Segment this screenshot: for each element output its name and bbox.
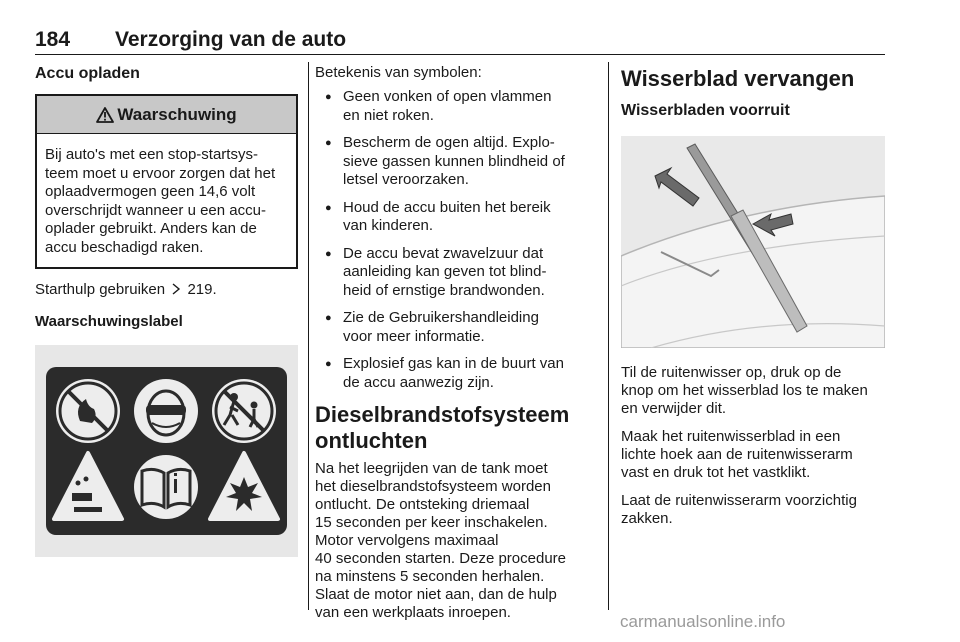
wiper-illustration [621,136,885,348]
warning-line: accu beschadigd raken. [45,238,204,256]
warning-line: oplaadvermogen geen 14,6 volt [45,183,256,200]
watermark: carmanualsonline.info [620,612,786,631]
list-item-line: ● Geen vonken of open vlammen [343,88,552,105]
warning-line: overschrijdt wanneer u een accu- [45,201,266,219]
list-item [315,309,597,346]
diesel-line: 40 seconden starten. Deze procedure [315,550,566,567]
list-item [315,245,597,301]
diesel-section-title [315,402,597,454]
warning-box [35,94,298,269]
diesel-title-line: ontluchten [315,428,428,453]
page-header [35,28,885,54]
warning-line: Bij auto's met een stop-startsys- [45,146,258,163]
diesel-line: Slaat de motor niet aan, dan de hulp [315,586,557,603]
eye-protection-icon [134,379,198,443]
diesel-line: ontlucht. De ontsteking driemaal [315,496,530,513]
wiper-line: Til de ruitenwisser op, druk op de [621,364,842,381]
list-item [315,199,597,236]
diesel-line: van een werkplaats inroepen. [315,604,511,621]
column-right [621,64,889,528]
diesel-line: het dieselbrandstofsysteem worden [315,478,551,495]
list-item-line: van kinderen. [343,217,434,234]
list-item-line: sieve gassen kunnen blindheid of [343,152,565,170]
list-item-line: heid of ernstige brandwonden. [343,281,545,299]
diesel-line: Motor vervolgens maximaal [315,532,499,549]
wiper-line: knop om het wisserblad los te maken [621,382,868,399]
warning-label-heading: Waarschuwingslabel [35,313,183,330]
warning-line: teem moet u ervoor zorgen dat het [45,164,276,182]
warning-triangle-icon [96,107,114,123]
list-item [315,88,597,125]
symbol-meaning-list [315,88,597,392]
list-item-line: ● Bescherm de ogen altijd. Explo- [343,134,555,151]
jumpstart-page-link[interactable]: 219. [187,281,217,298]
list-item-line: ● De accu bevat zwavelzuur dat [343,244,544,262]
list-item-line: ● Zie de Gebruikershandleiding [343,309,539,326]
jumpstart-text: Starthulp gebruiken [35,281,166,298]
wiper-line: lichte hoek aan de ruitenwisserarm [621,446,853,463]
list-item [315,355,597,392]
warning-body [37,134,296,267]
page-title: Verzorging van de auto [115,28,347,51]
list-item-line: voor meer informatie. [343,327,485,345]
list-item-line: de accu aanwezig zijn. [343,373,494,391]
wiper-section-title: Wisserblad vervangen [621,66,855,91]
wiper-line: vast en druk tot het vastklikt. [621,464,811,481]
warning-line: oplader gebruikt. Anders kan de [45,220,257,237]
list-item-line: aanleiding kan geven tot blind- [343,263,547,280]
column-middle [315,64,597,622]
list-item-line: letsel veroorzaken. [343,171,469,188]
jumpstart-reference [35,281,300,299]
wiper-subtitle: Wisserbladen voorruit [621,102,790,119]
warning-label-image [35,345,298,557]
column-left [35,64,300,557]
wiper-step-2 [621,428,889,482]
explosive-gas-icon [210,453,278,519]
wiper-line: zakken. [621,510,673,527]
diesel-paragraph [315,460,597,622]
column-divider-1 [308,62,309,610]
list-item [315,134,597,190]
header-rule [35,54,885,55]
diesel-line: Na het leegrijden van de tank moet [315,460,548,477]
wiper-line: Laat de ruitenwisserarm voorzichtig [621,492,857,509]
read-manual-icon [134,455,198,519]
symbols-intro: Betekenis van symbolen: [315,64,482,81]
warning-label-panel [46,367,287,535]
section-title-battery: Accu opladen [35,65,140,82]
wiper-line: en verwijder dit. [621,400,727,417]
page-number: 184 [35,28,71,51]
wiper-line: Maak het ruitenwisserblad in een [621,428,841,445]
wiper-step-3 [621,492,889,528]
acid-warning-icon [54,453,122,519]
list-item-line: ● Explosief gas kan in de buurt van [343,355,564,372]
wiper-step-1 [621,364,889,418]
warning-header [37,96,296,134]
diesel-line: 15 seconden per keer inschakelen. [315,514,548,531]
page-reference-arrow-icon [171,283,181,295]
column-divider-2 [608,62,609,610]
warning-title: Waarschuwing [117,104,237,124]
lift-arrow-icon [655,168,699,206]
keep-away-children-icon [212,379,276,443]
list-item-line: ● Houd de accu buiten het bereik [343,198,551,216]
list-item-line: en niet roken. [343,106,434,124]
no-fire-no-smoking-icon [56,379,120,443]
diesel-line: na minstens 5 seconden herhalen. [315,568,545,585]
diesel-title-line: Dieselbrandstofsysteem [315,402,570,427]
